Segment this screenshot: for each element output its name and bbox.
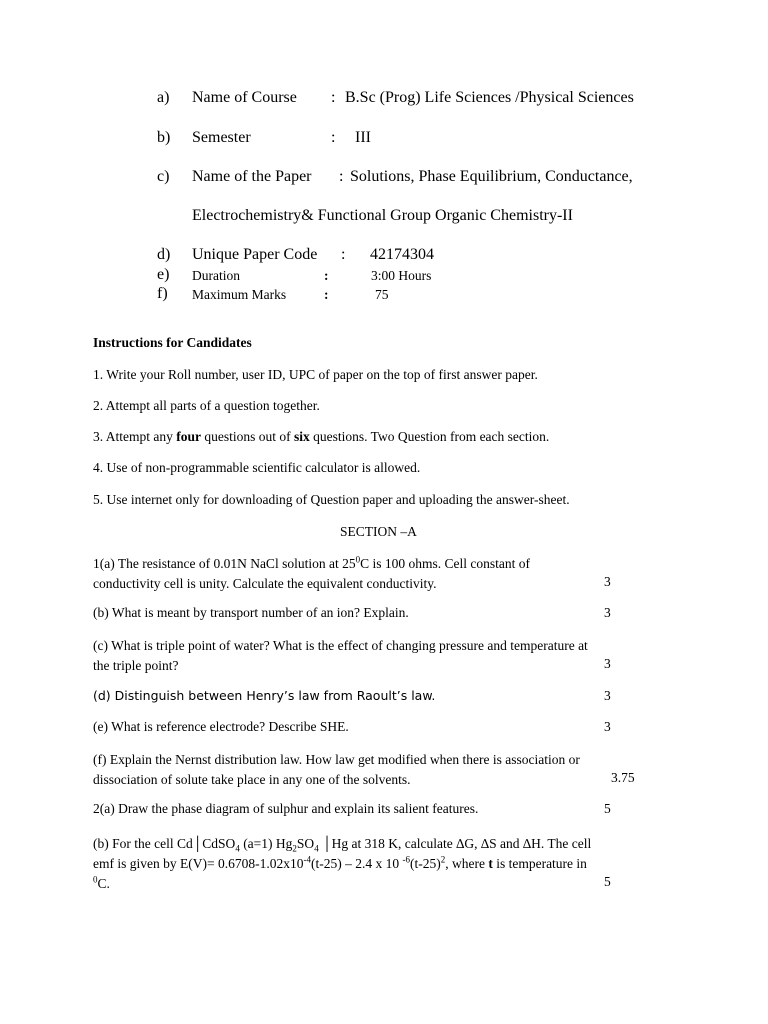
instruction-3-text-end: questions. Two Question from each section. [309, 429, 550, 444]
q2b-sub1: 4 [235, 843, 240, 854]
q1d-marks: 3 [604, 688, 611, 703]
item-c-label: Name of the Paper [192, 168, 312, 185]
instruction-3-bold-four: four [176, 429, 201, 444]
question-1d: (d) Distinguish between Henry’s law from Raoult’s law. [93, 688, 436, 703]
q1f-marks: 3.75 [611, 770, 635, 785]
item-e-label: Duration [192, 268, 240, 283]
instruction-3-text-mid: questions out of [201, 429, 294, 444]
q1f-line1: (f) Explain the Nernst distribution law. How law get modified when there is association or [93, 752, 580, 767]
q1c-marks: 3 [604, 656, 611, 671]
question-1a [93, 554, 683, 594]
item-d-sep: : [341, 246, 346, 263]
q1e-marks: 3 [604, 719, 611, 734]
instructions-heading: Instructions for Candidates [93, 335, 252, 350]
question-1f [93, 750, 683, 790]
question-1c [93, 636, 683, 676]
instruction-3 [93, 429, 549, 445]
item-f-letter: f) [157, 285, 168, 302]
item-b-sep: : [331, 129, 336, 146]
item-a-label: Name of Course [192, 89, 297, 106]
q1b-marks: 3 [604, 605, 611, 620]
item-b-letter: b) [157, 129, 171, 146]
q1a-marks: 3 [604, 574, 611, 589]
item-c-sep: : [339, 168, 344, 185]
q1f-line2: dissociation of solute take place in any one of the solvents. [93, 772, 411, 787]
instruction-3-bold-six: six [294, 429, 310, 444]
q1c-line2: the triple point? [93, 658, 179, 673]
q2b-line2-b: (t-25) – 2.4 x 10 [310, 856, 403, 871]
q1a-line2: conductivity cell is unity. Calculate the equivalent conductivity. [93, 576, 437, 591]
q2b-sub2: 2 [292, 843, 297, 854]
q2b-line2-d: , where [445, 856, 489, 871]
q2a-marks: 5 [604, 801, 611, 816]
q2b-bold-t: t [488, 856, 493, 871]
item-b-label: Semester [192, 129, 251, 146]
q2b-text-4: │Hg at 318 K, calculate ∆G, ∆S and ∆H. The cell [318, 836, 592, 851]
q2b-text-2: (a=1) Hg [239, 836, 293, 851]
q2b-line2-c: (t-25) [409, 856, 441, 871]
q2b-line3: C. [97, 876, 110, 891]
q2b-sup1: -4 [303, 854, 311, 865]
q2b-sup3: 2 [440, 854, 446, 865]
question-1e: (e) What is reference electrode? Describe SHE. [93, 719, 349, 734]
item-d-letter: d) [157, 246, 171, 263]
q2b-sup2: -6 [402, 854, 410, 865]
q2b-line2: emf is given by E(V)= 0.6708-1.02x10 [93, 856, 304, 871]
instruction-3-text: 3. Attempt any [93, 429, 177, 444]
item-a-value: B.Sc (Prog) Life Sciences /Physical Sciences [345, 89, 634, 106]
item-e-letter: e) [157, 266, 170, 283]
item-d-label: Unique Paper Code [192, 246, 318, 263]
instruction-5: 5. Use internet only for downloading of Question paper and uploading the answer-sheet. [93, 492, 570, 507]
q1a-text: 1(a) The resistance of 0.01N NaCl solution at 25 [93, 556, 356, 571]
item-c-value-cont: Electrochemistry& Functional Group Organic Chemistry-II [192, 207, 573, 224]
instruction-2: 2. Attempt all parts of a question together. [93, 398, 320, 413]
item-d-value: 42174304 [370, 246, 434, 263]
item-b-value: III [355, 129, 371, 146]
q2b-line2-e: is temperature in [492, 856, 587, 871]
q2b-text-3: SO [296, 836, 315, 851]
instruction-4: 4. Use of non-programmable scientific calculator is allowed. [93, 460, 421, 475]
item-f-label: Maximum Marks [192, 287, 287, 302]
item-c-letter: c) [157, 168, 170, 185]
section-title: SECTION –A [340, 524, 417, 539]
q1c-line1: (c) What is triple point of water? What is the effect of changing pressure and temperature at [93, 638, 588, 653]
item-e-sep: : [324, 268, 329, 283]
q2b-sub3: 4 [314, 843, 319, 854]
item-f-sep: : [324, 287, 329, 302]
item-a-sep: : [331, 89, 336, 106]
q2b-line3-sup: 0 [93, 874, 98, 885]
question-1b: (b) What is meant by transport number of an ion? Explain. [93, 605, 409, 620]
item-e-value: 3:00 Hours [371, 268, 432, 283]
q1a-superscript: 0 [355, 554, 361, 565]
q2b-marks: 5 [604, 874, 611, 889]
q2b-text: (b) For the cell Cd│CdSO [93, 836, 236, 851]
question-2b [93, 834, 683, 894]
q1a-text-cont: C is 100 ohms. Cell constant of [360, 556, 530, 571]
instruction-1: 1. Write your Roll number, user ID, UPC of paper on the top of first answer paper. [93, 367, 538, 382]
item-f-value: 75 [375, 287, 389, 302]
question-2a: 2(a) Draw the phase diagram of sulphur and explain its salient features. [93, 801, 479, 816]
item-c-value: Solutions, Phase Equilibrium, Conductance, [350, 168, 633, 185]
item-a-letter: a) [157, 89, 170, 106]
